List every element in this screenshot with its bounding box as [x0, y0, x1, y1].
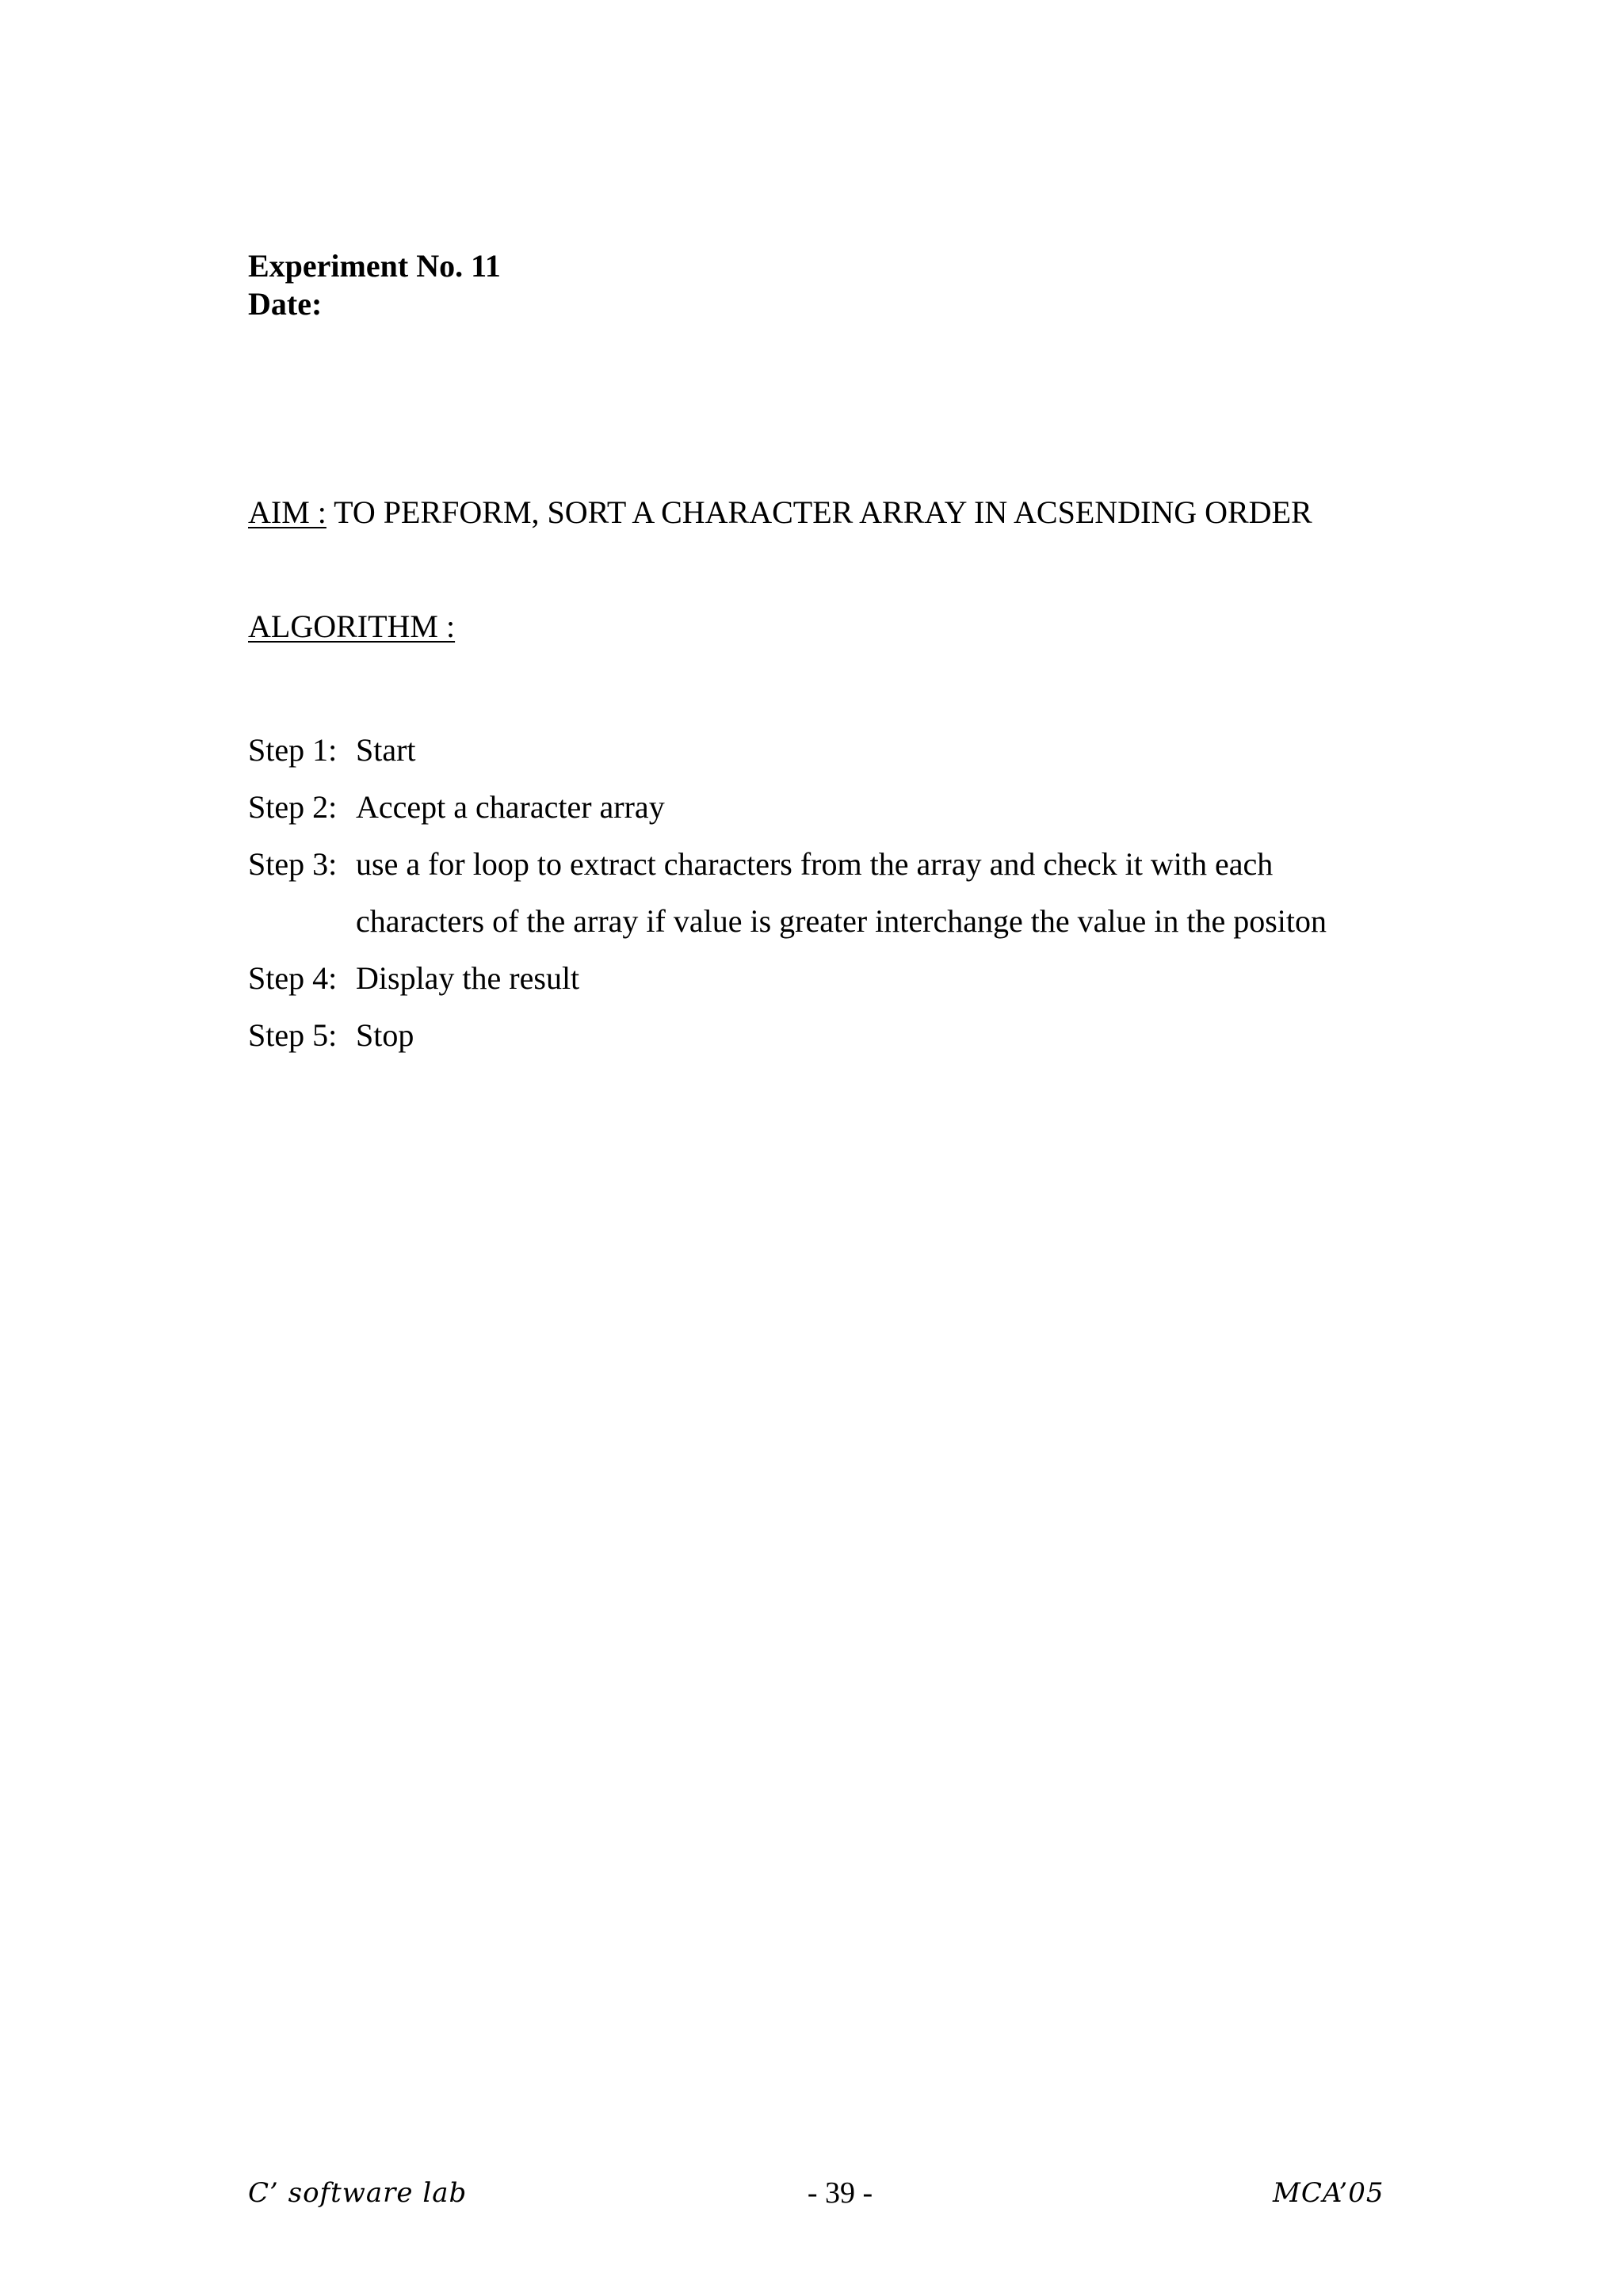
footer-course-name: C’ software lab: [248, 2177, 468, 2209]
step-3: [248, 836, 1437, 893]
date-label: Date:: [248, 286, 323, 322]
step-label-spacer: [248, 893, 356, 950]
step-2: [248, 779, 1437, 836]
step-3-continuation: [248, 893, 1437, 950]
step-4: [248, 950, 1437, 1007]
aim-line: [248, 494, 1312, 532]
step-label: Step 1:: [248, 732, 338, 768]
step-text: Start: [356, 732, 416, 768]
step-label: Step 4:: [248, 960, 338, 996]
step-5: [248, 1007, 1437, 1064]
aim-text: TO PERFORM, SORT A CHARACTER ARRAY IN ACSENDING ORDER: [326, 494, 1312, 530]
algorithm-steps: [248, 722, 1437, 1064]
footer-batch: MCA’05: [1273, 2177, 1384, 2209]
step-label: Step 3:: [248, 846, 338, 882]
algorithm-heading-label: ALGORITHM :: [248, 608, 456, 644]
step-text: use a for loop to extract characters from the array and check it with each: [356, 846, 1274, 882]
footer-page-number: - 39 -: [807, 2176, 873, 2210]
step-text: characters of the array if value is greater interchange the value in the positon: [356, 903, 1327, 939]
aim-label: AIM :: [248, 494, 327, 530]
step-text: Display the result: [356, 960, 580, 996]
step-label: Step 5:: [248, 1017, 338, 1053]
step-text: Accept a character array: [356, 789, 665, 825]
step-1: [248, 722, 1437, 779]
experiment-number: Experiment No. 11: [248, 248, 501, 284]
step-label: Step 2:: [248, 789, 338, 825]
algorithm-heading: [248, 608, 455, 646]
experiment-header: [248, 247, 501, 323]
step-text: Stop: [356, 1017, 414, 1053]
